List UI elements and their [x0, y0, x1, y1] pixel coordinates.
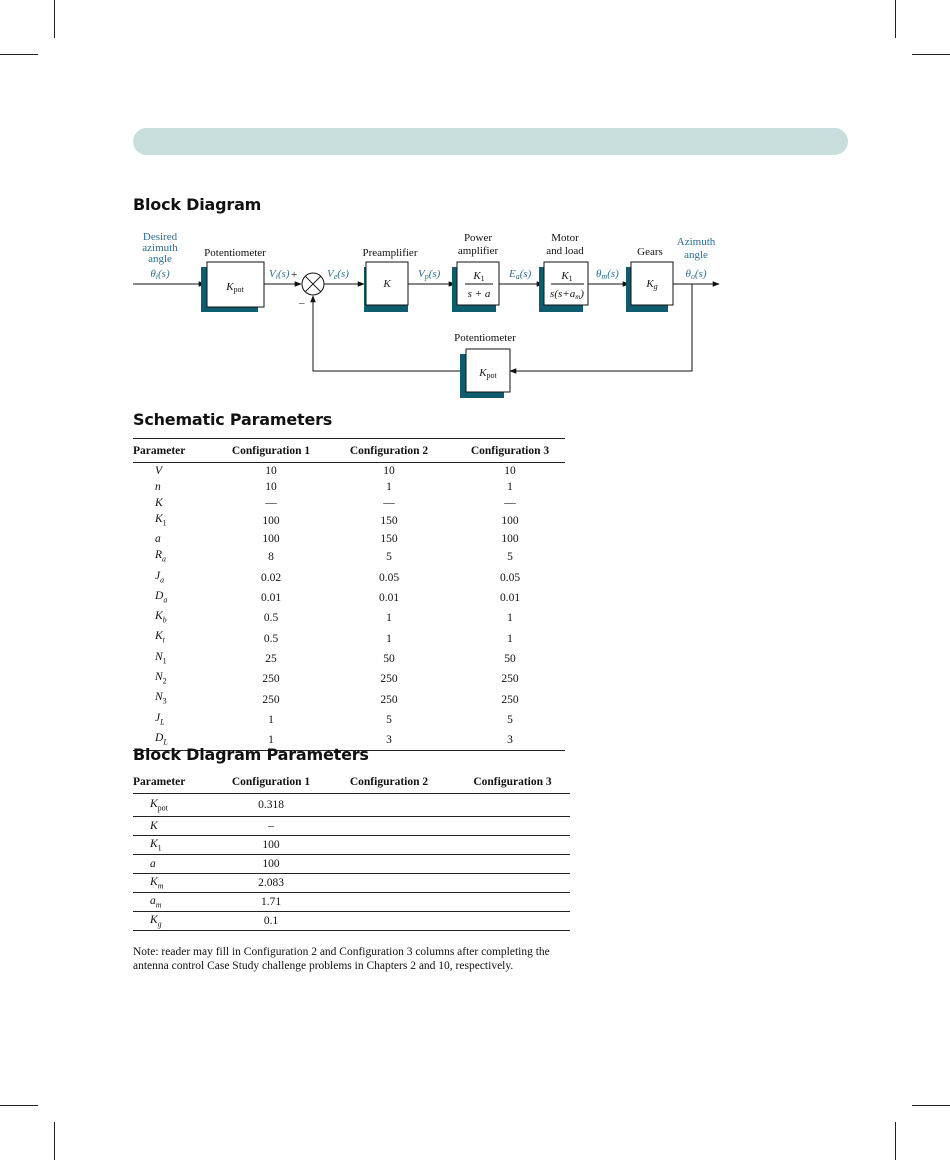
value-cell: – [219, 817, 323, 836]
value-cell: 0.01 [260, 592, 282, 605]
parameter-cell [133, 547, 219, 567]
motor-denominator: s(s+am) [550, 288, 584, 301]
value-cell [323, 836, 455, 855]
value-cell: 1 [386, 481, 392, 493]
table-header-row [133, 770, 570, 794]
power-amp-numerator: K1 [473, 270, 485, 283]
value-cell: 5 [386, 713, 392, 726]
value-cell: 50 [504, 652, 516, 665]
column-header: Configuration 1 [219, 439, 323, 463]
value-cell [455, 836, 570, 855]
gears-content: Kg [646, 278, 658, 291]
parameter-symbol: K [150, 837, 158, 850]
parameter-symbol: a [150, 894, 156, 907]
value-cell: 0.05 [378, 571, 400, 584]
parameter-subscript: pot [157, 803, 168, 813]
parameter-cell [133, 649, 219, 669]
crop-mark [895, 1122, 896, 1160]
value-cell: 10 [265, 481, 277, 493]
power-amp-denominator: s + a [467, 288, 491, 300]
kpot-fb-content: Kpot [479, 367, 497, 380]
value-cell: 100 [219, 855, 323, 874]
parameter-cell [133, 817, 219, 836]
table-row [133, 893, 570, 912]
crop-mark [912, 1105, 950, 1106]
value-cell: 1 [386, 632, 392, 645]
parameter-symbol: J [155, 711, 161, 724]
plus-sign: + [291, 269, 298, 281]
value-cell: 3 [323, 730, 455, 751]
crop-mark [54, 1122, 55, 1160]
power-amp-label-2: amplifier [457, 245, 499, 257]
table-row [133, 531, 565, 547]
thm-signal: θm(s) [596, 268, 619, 281]
parameter-symbol: N [155, 671, 163, 684]
value-cell [455, 794, 570, 817]
parameter-cell [133, 495, 219, 511]
parameter-symbol: K [155, 610, 163, 623]
parameter-symbol: V [155, 465, 163, 477]
parameter-subscript: a [160, 574, 165, 584]
column-header: Configuration 2 [323, 770, 455, 794]
table-row [133, 669, 565, 689]
table-row [133, 495, 565, 511]
parameter-subscript: L [160, 716, 165, 726]
table-row [133, 608, 565, 628]
value-cell: — [265, 497, 277, 509]
block-diagram-parameters-table [133, 770, 570, 931]
value-cell: — [504, 497, 516, 509]
table-row [133, 568, 565, 588]
parameter-symbol: N [155, 691, 163, 704]
value-cell: 5 [386, 551, 392, 564]
parameter-subscript: m [155, 900, 162, 910]
value-cell [323, 855, 455, 874]
parameter-symbol: n [155, 481, 161, 493]
parameter-symbol: J [155, 569, 161, 582]
table-row [133, 547, 565, 567]
parameter-cell [133, 511, 219, 531]
parameter-subscript: 1 [162, 656, 167, 666]
value-cell: 0.05 [499, 571, 521, 584]
input-label-2: azimuth [142, 242, 178, 254]
value-cell: 100 [262, 515, 280, 528]
parameter-cell [133, 608, 219, 628]
kpot-in-content: Kpot [226, 281, 244, 294]
feedback-pot-label: Potentiometer [454, 332, 516, 344]
motor-label-2: and load [546, 245, 584, 257]
parameter-symbol: K [155, 630, 163, 643]
column-header: Configuration 2 [323, 439, 455, 463]
table-row [133, 855, 570, 874]
motor-numerator: K1 [561, 270, 573, 283]
block-diagram [0, 0, 950, 410]
parameter-cell [133, 531, 219, 547]
parameter-cell [133, 689, 219, 709]
block-diagram-parameters-title: Block Diagram Parameters [133, 745, 369, 764]
table-row [133, 836, 570, 855]
gears-label: Gears [637, 246, 663, 258]
value-cell: 25 [265, 652, 277, 665]
value-cell: 0.5 [263, 632, 279, 645]
output-signal: θo(s) [685, 268, 707, 281]
value-cell: 250 [380, 693, 398, 706]
value-cell: 150 [380, 515, 398, 528]
value-cell: 250 [501, 673, 519, 686]
parameter-subscript: b [162, 615, 167, 625]
parameter-symbol: D [155, 589, 164, 602]
column-header: Configuration 3 [455, 770, 570, 794]
parameter-subscript: g [157, 919, 162, 929]
output-label-2: angle [684, 249, 708, 261]
parameter-symbol: K [150, 820, 158, 832]
vi-signal: Vi(s) [269, 268, 290, 281]
value-cell: 1 [386, 612, 392, 625]
parameter-cell [133, 855, 219, 874]
table-row [133, 689, 565, 709]
value-cell: 1 [507, 632, 513, 645]
table-row [133, 874, 570, 893]
block-diagram-title: Block Diagram [133, 195, 262, 214]
parameter-symbol: D [155, 731, 164, 744]
column-header: Configuration 1 [219, 770, 323, 794]
parameter-cell [133, 794, 219, 817]
value-cell: 5 [507, 551, 513, 564]
table-row [133, 511, 565, 531]
value-cell: 8 [268, 551, 274, 564]
parameter-subscript: m [157, 881, 164, 891]
table-header-row [133, 439, 565, 463]
value-cell: 0.01 [378, 592, 400, 605]
value-cell [323, 817, 455, 836]
parameter-subscript: a [162, 554, 167, 564]
column-header: Parameter [133, 439, 219, 463]
input-label-1: Desired [142, 231, 178, 243]
value-cell [323, 794, 455, 817]
minus-sign: – [299, 297, 305, 309]
output-label-1: Azimuth [676, 236, 716, 248]
value-cell: 50 [383, 652, 395, 665]
parameter-symbol: a [150, 858, 156, 870]
value-cell: — [383, 497, 395, 509]
value-cell: 250 [262, 693, 280, 706]
summing-junction [302, 273, 324, 295]
parameter-subscript: L [163, 737, 168, 747]
motor-label-1: Motor [551, 232, 579, 244]
parameter-symbol: K [150, 875, 158, 888]
parameter-cell [133, 836, 219, 855]
parameter-symbol: K [150, 913, 158, 926]
parameter-cell [133, 588, 219, 608]
table-row [133, 479, 565, 495]
parameter-cell [133, 628, 219, 648]
value-cell [455, 912, 570, 931]
table-row [133, 817, 570, 836]
parameter-cell [133, 669, 219, 689]
table-row [133, 463, 565, 480]
value-cell: 1.71 [219, 893, 323, 912]
value-cell [455, 817, 570, 836]
value-cell: 150 [380, 533, 398, 546]
value-cell: 0.02 [260, 571, 282, 584]
parameter-cell [133, 874, 219, 893]
parameter-cell [133, 710, 219, 730]
value-cell: 0.318 [219, 794, 323, 817]
value-cell: 100 [501, 533, 519, 546]
parameter-subscript: 1 [162, 518, 167, 528]
column-header: Configuration 3 [455, 439, 565, 463]
parameter-cell [133, 479, 219, 495]
parameter-subscript: t [162, 635, 165, 645]
value-cell: 0.5 [263, 612, 279, 625]
parameter-cell [133, 912, 219, 931]
value-cell: 2.083 [219, 874, 323, 893]
vp-signal: Vp(s) [418, 268, 441, 281]
footnote: Note: reader may fill in Configuration 2 and Configuration 3 columns after completing the antenna control Case Study challenge problems in Chapters 2 and 10, respectively. [133, 946, 550, 972]
value-cell: 250 [501, 693, 519, 706]
parameter-symbol: R [155, 549, 163, 562]
value-cell: 100 [219, 836, 323, 855]
power-amp-label-1: Power [463, 232, 493, 244]
table-row [133, 628, 565, 648]
crop-mark [0, 1105, 38, 1106]
schematic-parameters-title: Schematic Parameters [133, 410, 333, 429]
column-header: Parameter [133, 770, 219, 794]
parameter-symbol: a [155, 533, 161, 546]
value-cell: 100 [262, 533, 280, 546]
value-cell: 1 [507, 612, 513, 625]
ea-signal: Ea(s) [509, 268, 532, 281]
value-cell: 0.1 [219, 912, 323, 931]
value-cell: 250 [262, 673, 280, 686]
parameter-subscript: a [163, 595, 168, 605]
value-cell: 1 [507, 481, 513, 493]
value-cell [323, 893, 455, 912]
value-cell: 5 [507, 713, 513, 726]
table-row [133, 710, 565, 730]
parameter-subscript: 3 [162, 696, 167, 706]
parameter-subscript: 1 [157, 843, 162, 853]
preamp-content: K [383, 278, 391, 290]
potentiometer-label: Potentiometer [204, 247, 266, 259]
value-cell [455, 855, 570, 874]
value-cell: 100 [501, 515, 519, 528]
table-row [133, 588, 565, 608]
value-cell [323, 874, 455, 893]
value-cell: 10 [383, 465, 395, 477]
value-cell: 1 [219, 730, 323, 751]
parameter-cell [133, 893, 219, 912]
preamplifier-label: Preamplifier [362, 247, 418, 259]
table-row [133, 794, 570, 817]
parameter-cell [133, 568, 219, 588]
value-cell: 10 [265, 465, 277, 477]
value-cell: 0.01 [499, 592, 521, 605]
input-signal: θi(s) [150, 268, 170, 281]
value-cell [323, 912, 455, 931]
parameter-symbol: K [150, 797, 158, 810]
table-row [133, 912, 570, 931]
value-cell: 10 [504, 465, 516, 477]
table-row [133, 649, 565, 669]
parameter-symbol: N [155, 650, 163, 663]
value-cell [455, 874, 570, 893]
ve-signal: Ve(s) [327, 268, 349, 281]
schematic-parameters-table [133, 438, 565, 751]
parameter-symbol: K [155, 513, 163, 525]
value-cell: 3 [455, 730, 565, 751]
value-cell: 250 [380, 673, 398, 686]
input-label-3: angle [148, 253, 172, 265]
parameter-subscript: 2 [162, 676, 167, 686]
parameter-symbol: K [155, 497, 163, 509]
parameter-cell [133, 463, 219, 480]
value-cell: 1 [268, 713, 274, 726]
value-cell [455, 893, 570, 912]
